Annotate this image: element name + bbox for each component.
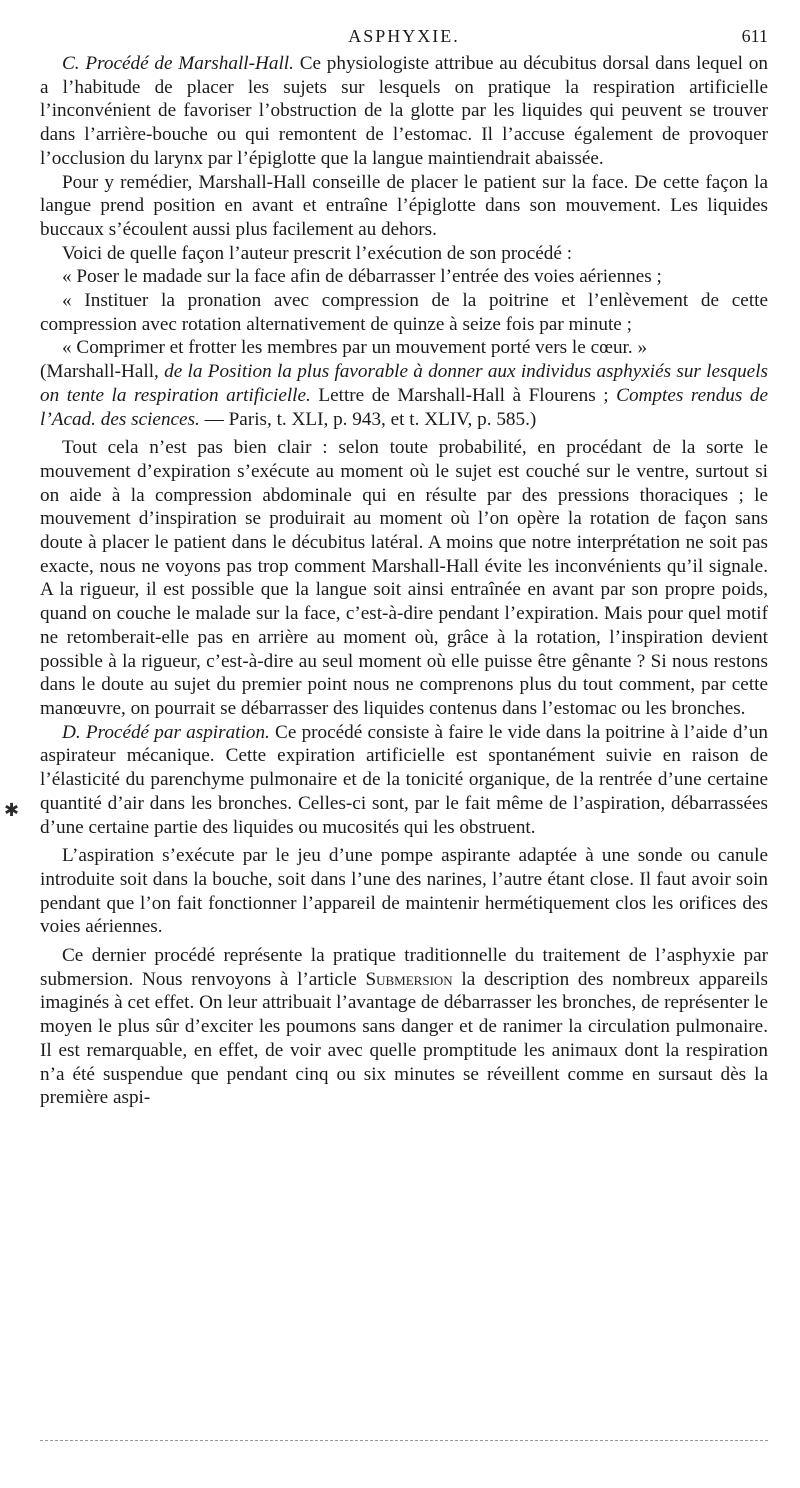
running-title: ASPHYXIE. [348,26,460,46]
bibliographic-reference [40,360,768,431]
paragraph-aspiration [40,721,768,840]
reference-journal: Comptes rendus de l’Acad. des sciences. [40,384,768,430]
reference-title: de la Position la plus favorable à donner aux individus asphyxiés sur lesquels on tente la respiration artificielle. [40,361,768,406]
paragraph-text: la description des nombreux appareils imaginés à cet effet. On leur attribuait l’avantage de débarrasser les bronches, de représenter le moyen le plus sûr d’exciter les poumons sans danger et de ranimer la circulation pulmonaire. Il est remarquable, en effet, de voir avec quelle promptitude les animaux dont la respiration n’a été suspendue que pendant cinq ou six minutes se réveillent comme en sursaut dès la première aspi- [40,968,768,1109]
paragraph: Tout cela n’est pas bien clair : selon toute probabilité, en procédant de la sorte le mouvement d’expiration s’exécute au moment où le sujet est couché sur le ventre, surtout si on aide à la compression abdominale qui en résulte par des pressions thoraciques ; le mouvement d’inspiration se produirait au moment où l’on opère la rotation de façon sans doute à placer le patient dans le décubitus latéral. A moins que notre interprétation ne soit pas exacte, nous ne voyons pas trop comment Marshall-Hall évite les inconvénients qu’il signale. A la rigueur, il est possible que la langue soit ainsi entraînée en avant par son propre poids, quand on couche le malade sur la face, c’est-à-dire pendant l’expiration. Mais pour quel motif ne retomberait-elle pas en arrière au moment où, grâce à la rotation, l’inspiration devient possible à la rigueur, c’est-à-dire au seul moment où elle puisse être gênante ? Si nous restons dans le doute au sujet du premier point nous ne comprenons plus du tout comment, par cette manœuvre, on pourrait se débarrasser des liquides contenus dans l’estomac ou les bronches. [40,437,768,719]
paragraph-text: Ce dernier procédé représente la pratique traditionnelle du traitement de l’asphyxie par submersion. Nous renvoyons à l’article [40,945,768,990]
running-header [40,20,768,52]
reference-middle: Lettre de Marshall-Hall à Flourens ; [310,384,617,406]
margin-mark-icon: ✱ [4,800,20,820]
section-heading-c: C. Procédé de Marshall-Hall. [62,53,294,74]
reference-end: — Paris, t. XLI, p. 943, et t. XLIV, p. 585.) [199,408,537,430]
paragraph-text: Ce procédé consiste à faire le vide dans la poitrine à l’aide d’un aspirateur mécanique. Cette expiration artificielle est spontanément suivie en raison de l’élasticité du parenchyme pulmonaire et de la tonicité organique, de la rentrée d’une certaine quantité d’air dans les bronches. Celles-ci sont, par le fait même de l’aspiration, débarrassées d’une certaine partie des liquides ou mucosités qui les obstruent. [40,721,768,838]
quote-line: « Comprimer et frotter les membres par un mouvement porté vers le cœur. » [62,337,648,359]
footer-rule [40,1440,768,1441]
paragraph: Pour y remédier, Marshall-Hall conseille de placer le patient sur la face. De cette façon la langue prend position en avant et entraîne l’épiglotte dans son mouvement. Les liquides buccaux s’écoulent aussi plus facilement au dehors. [40,171,768,240]
article-body [40,52,768,1110]
paragraph-marshall-hall [40,52,768,171]
cross-reference-submersion: Submersion [365,968,453,990]
quote-line: « Instituer la pronation avec compression de la poitrine et l’enlèvement de cette compression avec rotation alternativement de quinze à seize fois par minute ; [40,290,768,335]
paragraph-text: Ce physiologiste attribue au décubitus dorsal dans lequel on a l’habitude de placer les sujets sur lesquels on pratique la respiration artificielle l’inconvénient de favoriser l’obstruction de la glotte par les liquides qui peuvent se trouver dans l’arrière-bouche ou qui remontent de l’estomac. Il l’accuse également de provoquer l’occlusion du larynx par l’épiglotte que la langue maintiendrait abaissée. [40,53,768,169]
page-number: 611 [741,26,768,46]
paragraph [40,944,768,1110]
section-heading-d: D. Procédé par aspiration. [62,721,270,743]
document-page [40,20,768,1110]
paragraph: L’aspiration s’exécute par le jeu d’une pompe aspirante adaptée à une sonde ou canule introduite soit dans la bouche, soit dans l’une des narines, l’autre étant close. Il faut avoir soin pendant que l’on fait fonctionner l’appareil de maintenir hermétiquement clos les orifices des voies aériennes. [40,845,768,938]
quote-line: « Poser le madade sur la face afin de débarrasser l’entrée des voies aériennes ; [62,266,662,288]
reference-author: (Marshall-Hall, [40,361,165,383]
paragraph: Voici de quelle façon l’auteur prescrit l’exécution de son procédé : [62,242,573,264]
